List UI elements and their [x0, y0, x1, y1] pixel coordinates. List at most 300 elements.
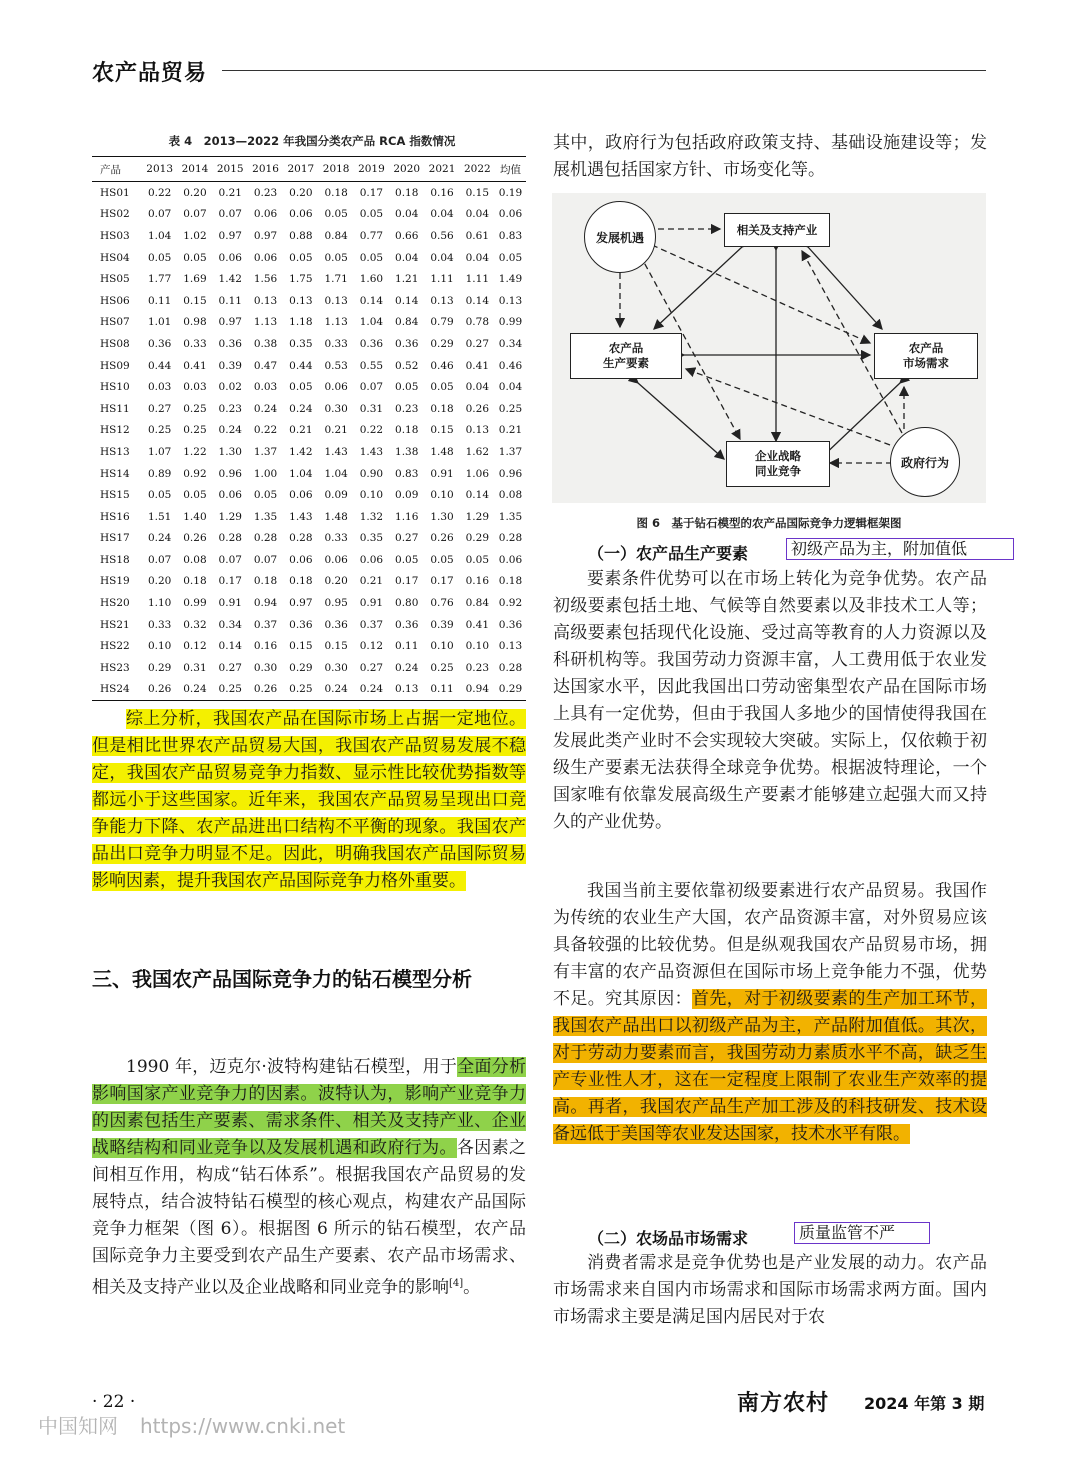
- table-cell: 0.20: [289, 186, 313, 199]
- table-cell: 0.36: [498, 618, 523, 631]
- table-cell: 0.17: [395, 575, 419, 588]
- table-cell: 1.00: [253, 467, 278, 480]
- header-divider: [222, 70, 986, 71]
- table-cell: 0.36: [359, 337, 384, 350]
- section-heading: 三、我国农产品国际竞争力的钻石模型分析: [92, 967, 472, 991]
- table-cell: 0.99: [183, 597, 207, 610]
- table-cell: 0.25: [498, 402, 523, 415]
- table-cell: 0.28: [289, 532, 313, 545]
- demand-label-2: 市场需求: [903, 356, 949, 370]
- table-cell: 0.24: [289, 402, 313, 415]
- table-cell: HS06: [100, 294, 130, 307]
- table-cell: 0.09: [324, 489, 348, 502]
- table-cell: 0.26: [183, 532, 207, 545]
- table-cell: 0.91: [359, 597, 384, 610]
- table-cell: 0.06: [359, 553, 384, 566]
- table-row: [92, 571, 526, 593]
- table-cell: HS19: [100, 575, 130, 588]
- table-cell: 0.39: [430, 618, 454, 631]
- table-cell: 0.10: [430, 489, 454, 502]
- table-cell: 0.03: [147, 381, 172, 394]
- table-cell: 0.83: [498, 229, 523, 242]
- table-cell: 0.27: [359, 661, 384, 674]
- column-header: 2016: [252, 163, 279, 175]
- table-cell: 1.07: [147, 445, 172, 458]
- column-header: 产品: [100, 163, 121, 176]
- table-caption: 表 4 2013—2022 年我国分类农产品 RCA 指数情况: [168, 134, 456, 148]
- table-cell: 0.84: [395, 316, 419, 329]
- table-cell: 0.76: [430, 597, 454, 610]
- table-cell: 0.84: [465, 597, 490, 610]
- table-cell: 0.35: [289, 337, 313, 350]
- table-cell: 1.21: [395, 273, 419, 286]
- table-cell: 0.04: [430, 251, 454, 264]
- table-cell: 1.37: [498, 445, 523, 458]
- table-cell: 0.05: [324, 208, 348, 221]
- table-cell: 1.29: [465, 510, 490, 523]
- table-row: [92, 333, 526, 355]
- table-row: [92, 463, 526, 485]
- table-cell: 0.11: [395, 640, 419, 653]
- table-cell: 0.52: [395, 359, 419, 372]
- table-cell: 0.28: [498, 661, 523, 674]
- figure-caption: 图 6 基于钻石模型的农产品国际竞争力逻辑框架图: [636, 516, 902, 530]
- table-row: [92, 420, 526, 442]
- table-cell: 1.43: [324, 445, 348, 458]
- table-cell: 0.29: [289, 661, 313, 674]
- table-cell: 0.06: [498, 553, 523, 566]
- issue-number: 2024 年第 3 期: [864, 1394, 985, 1413]
- table-cell: 0.96: [498, 467, 523, 480]
- table-cell: 1.04: [359, 316, 384, 329]
- table-cell: 0.20: [147, 575, 172, 588]
- table-row: [92, 182, 526, 204]
- table-row: [92, 312, 526, 334]
- table-cell: 0.79: [430, 316, 454, 329]
- section-header-title: 农产品贸易: [92, 61, 208, 86]
- table-cell: 0.15: [324, 640, 348, 653]
- porter-text-start: 1990 年，迈克尔·波特构建钻石模型，用于: [126, 1057, 458, 1077]
- page-number: · 22 ·: [92, 1392, 136, 1412]
- strategy-competition-node: [726, 441, 830, 487]
- table-cell: 1.16: [395, 510, 419, 523]
- table-cell: 1.30: [430, 510, 454, 523]
- table-cell: 0.21: [498, 424, 523, 437]
- table-cell: 0.07: [253, 553, 278, 566]
- table-cell: 0.92: [183, 467, 207, 480]
- table-cell: HS04: [100, 251, 130, 264]
- table-cell: 0.06: [324, 553, 348, 566]
- table-cell: 0.29: [498, 683, 523, 696]
- table-cell: 0.27: [218, 661, 242, 674]
- table-cell: 0.41: [465, 359, 490, 372]
- table-cell: 0.25: [183, 424, 207, 437]
- table-cell: 0.66: [395, 229, 419, 242]
- table-cell: 0.38: [253, 337, 278, 350]
- table-cell: 1.18: [289, 316, 313, 329]
- table-cell: 0.18: [395, 186, 419, 199]
- table-cell: 0.46: [430, 359, 454, 372]
- table-cell: 0.39: [218, 359, 242, 372]
- table-cell: 0.05: [430, 553, 454, 566]
- demand-paragraph: 消费者需求是竞争优势也是产业发展的动力。农产品市场需求来自国内市场需求和国际市场需求两方面。国内市场需求主要是满足国内居民对于农: [553, 1253, 987, 1327]
- table-cell: 0.24: [218, 424, 242, 437]
- table-cell: 1.48: [430, 445, 454, 458]
- table-row: [92, 355, 526, 377]
- table-cell: 1.13: [324, 316, 348, 329]
- table-cell: 0.05: [289, 381, 313, 394]
- table-cell: 0.14: [465, 294, 490, 307]
- table-cell: 0.13: [324, 294, 348, 307]
- table-cell: 0.41: [183, 359, 207, 372]
- magazine-name: 南方农村: [737, 1390, 830, 1416]
- table-cell: 0.14: [359, 294, 384, 307]
- table-cell: 0.04: [465, 381, 490, 394]
- table-cell: 0.27: [465, 337, 490, 350]
- table-cell: 0.25: [289, 683, 313, 696]
- table-cell: 0.05: [359, 208, 384, 221]
- table-cell: 0.36: [395, 618, 419, 631]
- table-cell: 0.25: [147, 424, 172, 437]
- table-cell: 0.14: [218, 640, 242, 653]
- table-row: [92, 398, 526, 420]
- table-cell: 0.90: [359, 467, 384, 480]
- table-cell: 0.11: [218, 294, 242, 307]
- table-row: [92, 549, 526, 571]
- table-cell: HS12: [100, 424, 130, 437]
- table-cell: HS02: [100, 208, 130, 221]
- table-row: [92, 376, 526, 398]
- table-cell: 0.13: [253, 294, 278, 307]
- table-cell: 0.97: [289, 597, 313, 610]
- table-cell: 0.18: [395, 424, 419, 437]
- table-cell: 0.18: [498, 575, 523, 588]
- table-cell: 0.04: [395, 208, 419, 221]
- table-cell: 0.13: [395, 683, 419, 696]
- annotation-box-2: 质量监管不严: [794, 1222, 930, 1244]
- table-cell: 0.21: [359, 575, 384, 588]
- factor-paragraph-2: [553, 878, 987, 1148]
- table-cell: 0.15: [465, 186, 490, 199]
- summary-highlight: 综上分析，我国农产品在国际市场上占据一定地位。但是相比世界农产品贸易大国，我国农产品贸易发展不稳定，我国农产品贸易竞争力指数、显示性比较优势指数等都远小于这些国家。近年来，我国农产品贸易呈现出口竞争能力下降、农产品进出口结构不平衡的现象。我国农产品出口竞争力明显不足。因此，明确我国农产品国际贸易影响因素，提升我国农产品国际竞争力格外重要。: [92, 709, 526, 891]
- table-cell: 0.05: [430, 381, 454, 394]
- table-cell: 0.16: [430, 186, 454, 199]
- table-cell: 0.06: [218, 489, 242, 502]
- table-row: [92, 441, 526, 463]
- table-cell: 0.22: [147, 186, 172, 199]
- table-cell: 0.10: [430, 640, 454, 653]
- table-row: [92, 225, 526, 247]
- table-cell: 0.44: [147, 359, 172, 372]
- table-cell: 0.05: [147, 251, 172, 264]
- table-cell: 0.28: [218, 532, 242, 545]
- table-cell: 1.11: [430, 273, 454, 286]
- column-header: 2013: [146, 163, 174, 175]
- table-row: [92, 635, 526, 657]
- table-cell: 0.46: [498, 359, 523, 372]
- table-cell: 1.02: [183, 229, 207, 242]
- table-cell: 0.05: [359, 251, 384, 264]
- table-cell: 0.28: [253, 532, 278, 545]
- table-cell: 0.24: [147, 532, 172, 545]
- table-cell: HS15: [100, 489, 130, 502]
- table-cell: 0.29: [465, 532, 490, 545]
- table-cell: 0.13: [465, 424, 490, 437]
- table-cell: 1.35: [253, 510, 278, 523]
- table-cell: 0.04: [430, 208, 454, 221]
- table-cell: 0.22: [253, 424, 278, 437]
- table-cell: 0.21: [289, 424, 313, 437]
- table-cell: 0.33: [183, 337, 207, 350]
- table-cell: 0.05: [253, 489, 278, 502]
- table-cell: 0.06: [289, 553, 313, 566]
- table-cell: 0.26: [465, 402, 490, 415]
- table-cell: 0.06: [253, 251, 278, 264]
- table-cell: 1.42: [289, 445, 313, 458]
- table-row: [92, 592, 526, 614]
- table-cell: 0.07: [359, 381, 384, 394]
- table-cell: 0.27: [147, 402, 172, 415]
- table-cell: 0.91: [430, 467, 454, 480]
- table-row: [92, 679, 526, 701]
- table-cell: 0.36: [324, 618, 348, 631]
- table-cell: 0.18: [289, 575, 313, 588]
- table-cell: 0.26: [147, 683, 172, 696]
- table-cell: 1.13: [253, 316, 278, 329]
- table-cell: 0.97: [218, 316, 242, 329]
- table-cell: 0.17: [359, 186, 384, 199]
- table-cell: 0.02: [218, 381, 242, 394]
- table-cell: 1.43: [359, 445, 384, 458]
- table-cell: 0.84: [324, 229, 348, 242]
- table-cell: 1.42: [218, 273, 242, 286]
- market-demand-node: [874, 333, 978, 379]
- table-cell: 0.18: [324, 186, 348, 199]
- table-cell: 0.13: [498, 294, 523, 307]
- table-cell: 0.04: [395, 251, 419, 264]
- table-cell: 1.40: [183, 510, 207, 523]
- table-cell: 0.13: [289, 294, 313, 307]
- table-cell: HS14: [100, 467, 130, 480]
- table-cell: 0.23: [465, 661, 490, 674]
- table-cell: 0.08: [498, 489, 523, 502]
- table-cell: 0.10: [359, 489, 384, 502]
- table-cell: 0.08: [183, 553, 207, 566]
- opportunity-node: 发展机遇: [584, 201, 656, 273]
- table-cell: 0.24: [183, 683, 207, 696]
- table-cell: HS22: [100, 640, 130, 653]
- table-cell: 0.18: [253, 575, 278, 588]
- table-cell: 0.17: [218, 575, 242, 588]
- table-cell: 0.24: [324, 683, 348, 696]
- factor-label-2: 生产要素: [603, 356, 649, 370]
- table-cell: HS24: [100, 683, 130, 696]
- table-cell: 0.97: [253, 229, 278, 242]
- table-cell: 0.29: [147, 661, 172, 674]
- table-cell: 0.15: [183, 294, 207, 307]
- table-cell: 1.75: [289, 273, 313, 286]
- factor-text: 我国当前主要依靠初级要素进行农产品贸易。我国作为传统的农业生产大国，农产品资源丰富，对外贸易应该具备较强的比较优势。但是纵观我国农产品贸易市场，拥有丰富的农产品资源但在国际市场上竞争能力不强，优势不足。究其原因：: [553, 881, 987, 1009]
- table-cell: 0.07: [218, 553, 242, 566]
- table-cell: 0.27: [395, 532, 419, 545]
- table-cell: 0.24: [253, 402, 278, 415]
- table-cell: 0.95: [324, 597, 348, 610]
- porter-highlight: 全面分析影响国家产业竞争力的因素。波特认为，影响产业竞争力的因素包括生产要素、需求条件、相关及支持产业、企业战略结构和同业竞争以及发展机遇和政府行为。: [92, 1057, 527, 1158]
- table-cell: 1.35: [498, 510, 523, 523]
- table-cell: 0.05: [324, 251, 348, 264]
- table-cell: HS03: [100, 229, 130, 242]
- column-header: 2015: [216, 163, 244, 175]
- table-cell: 0.37: [253, 618, 278, 631]
- table-cell: 0.36: [395, 337, 419, 350]
- table-cell: HS07: [100, 316, 130, 329]
- table-cell: 0.18: [183, 575, 207, 588]
- table-cell: HS20: [100, 597, 130, 610]
- factor-highlight: 首先，对于初级要素的生产加工环节，我国农产品出口以初级产品为主，产品附加值低。其次，对于劳动力要素而言，我国劳动力素质水平不高，缺乏生产专业性人才，这在一定程度上限制了农业生产效率的提高。再者，我国农产品生产加工涉及的科技研发、技术设备远低于美国等农业发达国家，技术水平有限。: [553, 989, 987, 1144]
- table-cell: 0.11: [147, 294, 172, 307]
- table-cell: 0.23: [395, 402, 419, 415]
- table-cell: 0.05: [147, 489, 172, 502]
- table-cell: 1.48: [324, 510, 348, 523]
- column-header: 均值: [499, 163, 521, 176]
- table-cell: 1.30: [218, 445, 242, 458]
- table-cell: 0.26: [253, 683, 278, 696]
- strategy-label-2: 同业竞争: [755, 464, 801, 478]
- table-cell: 0.17: [430, 575, 454, 588]
- table-cell: 0.13: [498, 640, 523, 653]
- table-cell: 0.34: [498, 337, 523, 350]
- table-cell: 1.51: [147, 510, 172, 523]
- table-cell: 0.10: [465, 640, 490, 653]
- table-cell: 0.05: [395, 553, 419, 566]
- factor-label-1: 农产品: [608, 341, 644, 355]
- table-cell: 1.06: [465, 467, 490, 480]
- table-cell: 1.38: [395, 445, 419, 458]
- table-cell: HS16: [100, 510, 130, 523]
- table-cell: 0.06: [289, 489, 313, 502]
- table-cell: 0.29: [430, 337, 454, 350]
- table-cell: 0.15: [289, 640, 313, 653]
- table-cell: 0.09: [395, 489, 419, 502]
- factor-paragraph-1: 要素条件优势可以在市场上转化为竞争优势。农产品初级要素包括土地、气候等自然要素以及非技术工人等；高级要素包括现代化设施、受过高等教育的人力资源以及科研机构等。我国劳动力资源丰富，人工费用低于农业发达国家水平，因此我国出口劳动密集型农产品在国际市场上具有一定优势，但由于我国人多地少的国情使得我国在发展此类产业时不会实现较大突破。实际上，仅依赖于初级生产要素无法获得全球竞争优势。根据波特理论，一个国家唯有依靠发展高级生产要素才能够建立起强大而又持久的产业优势。: [553, 569, 987, 832]
- related-industry-node: 相关及支持产业: [724, 213, 830, 247]
- table-cell: 0.06: [289, 208, 313, 221]
- table-cell: 1.04: [147, 229, 172, 242]
- table-cell: HS23: [100, 661, 130, 674]
- table-cell: 0.77: [359, 229, 384, 242]
- table-cell: 0.33: [147, 618, 172, 631]
- table-cell: 0.44: [289, 359, 313, 372]
- table-cell: 1.49: [498, 273, 523, 286]
- table-cell: 0.06: [498, 208, 523, 221]
- table-cell: 0.25: [430, 661, 454, 674]
- table-cell: 1.69: [183, 273, 207, 286]
- watermark-url[interactable]: https://www.cnki.net: [140, 1414, 346, 1438]
- column-header: 2019: [358, 163, 385, 175]
- table-cell: 0.21: [218, 186, 242, 199]
- table-cell: HS13: [100, 445, 130, 458]
- table-cell: 0.30: [324, 661, 348, 674]
- subsection-heading-2: （二）农场品市场需求: [588, 1229, 749, 1248]
- table-row: [92, 506, 526, 528]
- table-cell: 0.24: [395, 661, 419, 674]
- annotation-box-1: 初级产品为主，附加值低: [786, 538, 1014, 560]
- watermark-site: 中国知网: [38, 1414, 118, 1438]
- table-cell: 1.04: [289, 467, 313, 480]
- table-cell: HS11: [100, 402, 130, 415]
- production-factor-node: [570, 333, 682, 379]
- table-cell: 1.32: [359, 510, 384, 523]
- table-cell: 1.10: [147, 597, 172, 610]
- table-cell: 1.77: [147, 273, 172, 286]
- table-row: [92, 614, 526, 636]
- table-cell: 0.11: [430, 683, 454, 696]
- table-cell: 0.97: [218, 229, 242, 242]
- table-cell: 0.10: [147, 640, 172, 653]
- column-header: 2014: [181, 163, 209, 175]
- table-cell: 0.12: [359, 640, 384, 653]
- column-header: 2021: [428, 163, 456, 175]
- table-cell: 0.05: [395, 381, 419, 394]
- table-cell: 1.56: [253, 273, 278, 286]
- table-cell: 0.15: [430, 424, 454, 437]
- table-row: [92, 247, 526, 269]
- demand-label-1: 农产品: [908, 341, 944, 355]
- table-cell: HS21: [100, 618, 130, 631]
- table-cell: 0.78: [465, 316, 490, 329]
- table-cell: 0.04: [465, 208, 490, 221]
- table-cell: 0.26: [430, 532, 454, 545]
- table-cell: 0.25: [183, 402, 207, 415]
- table-cell: 0.80: [395, 597, 419, 610]
- table-cell: 0.04: [498, 381, 523, 394]
- table-cell: 0.94: [253, 597, 278, 610]
- table-cell: 0.98: [183, 316, 207, 329]
- table-cell: 0.22: [359, 424, 384, 437]
- table-cell: 0.30: [324, 402, 348, 415]
- table-cell: HS10: [100, 381, 130, 394]
- table-cell: 0.16: [465, 575, 490, 588]
- table-cell: 0.33: [324, 532, 348, 545]
- table-cell: 0.19: [498, 186, 523, 199]
- table-row: [92, 268, 526, 290]
- table-cell: 0.03: [253, 381, 278, 394]
- table-cell: 0.03: [183, 381, 207, 394]
- table-row: [92, 484, 526, 506]
- table-cell: 0.23: [253, 186, 278, 199]
- table-cell: 1.71: [324, 273, 348, 286]
- table-cell: 0.35: [359, 532, 384, 545]
- table-cell: 1.11: [465, 273, 490, 286]
- column-header: 2020: [393, 163, 421, 175]
- table-cell: 0.94: [465, 683, 490, 696]
- table-cell: 0.99: [498, 316, 523, 329]
- column-header: 2022: [463, 163, 491, 175]
- table-cell: 0.31: [359, 402, 384, 415]
- table-cell: 0.61: [465, 229, 490, 242]
- table-cell: 0.14: [395, 294, 419, 307]
- table-row: [92, 528, 526, 550]
- table-cell: 0.05: [289, 251, 313, 264]
- porter-paragraph: [92, 1054, 526, 1302]
- table-cell: 0.25: [218, 683, 242, 696]
- table-cell: 0.31: [183, 661, 207, 674]
- subsection-heading-1: （一）农产品生产要素: [588, 544, 749, 563]
- table-cell: 0.20: [324, 575, 348, 588]
- table-cell: 0.91: [218, 597, 242, 610]
- table-cell: 0.33: [324, 337, 348, 350]
- table-cell: 1.29: [218, 510, 242, 523]
